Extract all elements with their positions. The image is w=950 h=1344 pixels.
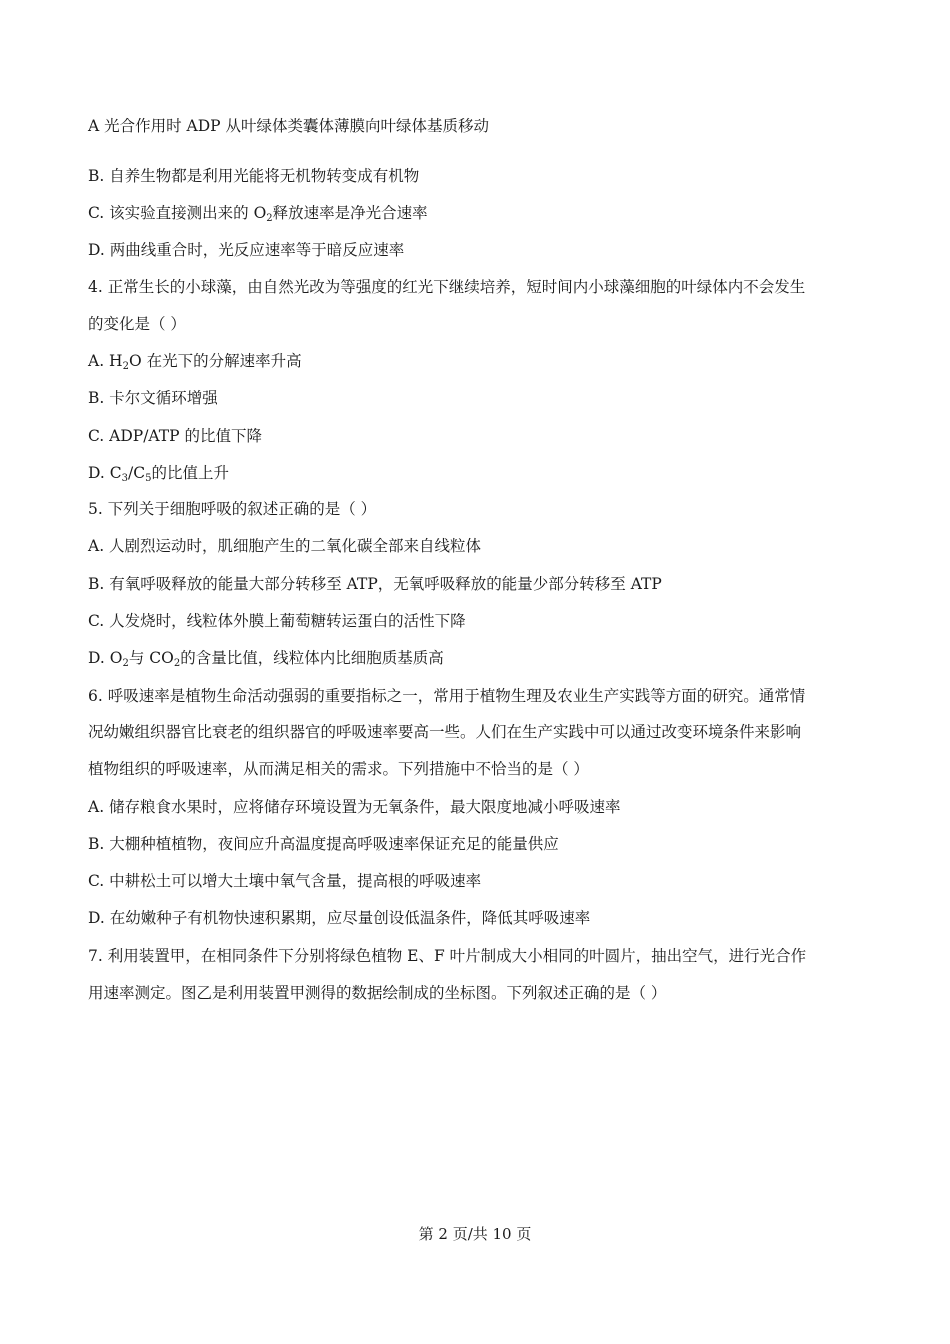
q4-stem-line-1: 4. 正常生长的小球藻，由自然光改为等强度的红光下继续培养，短时间内小球藻细胞的叶绿体内不会发生 <box>88 278 806 296</box>
q5-stem: 5. 下列关于细胞呼吸的叙述正确的是（ ） <box>88 500 377 518</box>
q6-stem-line-3: 植物组织的呼吸速率，从而满足相关的需求。下列措施中不恰当的是（ ） <box>88 760 589 778</box>
q6-option-a: A. 储存粮食水果时，应将储存环境设置为无氧条件，最大限度地减小呼吸速率 <box>88 798 621 816</box>
q6-option-d: D. 在幼嫩种子有机物快速积累期，应尽量创设低温条件，降低其呼吸速率 <box>88 909 591 927</box>
q5-option-d: D. $O_2$与 $CO_2$的含量比值，线粒体内比细胞质基质高 <box>88 649 444 669</box>
q5-option-c: C. 人发烧时，线粒体外膜上葡萄糖转运蛋白的活性下降 <box>88 612 466 630</box>
q5-option-a: A. 人剧烈运动时，肌细胞产生的二氧化碳全部来自线粒体 <box>88 537 482 555</box>
q4-option-d: D. $C_3/C_5$的比值上升 <box>88 464 229 484</box>
q3-option-b: B. 自养生物都是利用光能将无机物转变成有机物 <box>88 167 420 185</box>
q4-option-a: A. $H_2O$ 在光下的分解速率升高 <box>88 352 302 372</box>
q6-option-b: B. 大棚种植植物，夜间应升高温度提高呼吸速率保证充足的能量供应 <box>88 835 559 853</box>
q3-option-c: C. 该实验直接测出来的 $O_2$释放速率是净光合速率 <box>88 204 428 224</box>
q3-option-d: D. 两曲线重合时，光反应速率等于暗反应速率 <box>88 241 405 259</box>
q6-stem-line-1: 6. 呼吸速率是植物生命活动强弱的重要指标之一，常用于植物生理及农业生产实践等方面的研究。通常情 <box>88 687 806 705</box>
q5-option-b: B. 有氧呼吸释放的能量大部分转移至 ATP，无氧呼吸释放的能量少部分转移至 ATP <box>88 575 662 593</box>
q4-stem-line-2: 的变化是（ ） <box>88 315 186 333</box>
q7-stem-line-2: 用速率测定。图乙是利用装置甲测得的数据绘制成的坐标图。下列叙述正确的是（ ） <box>88 984 667 1002</box>
q7-stem-line-1: 7. 利用装置甲，在相同条件下分别将绿色植物 E、F 叶片制成大小相同的叶圆片，抽出空气，进行光合作 <box>88 947 807 965</box>
q3-option-a: A 光合作用时 ADP 从叶绿体类囊体薄膜向叶绿体基质移动 <box>88 117 490 135</box>
q4-option-c: C. ADP/ATP 的比值下降 <box>88 427 262 445</box>
q4-option-b: B. 卡尔文循环增强 <box>88 389 218 407</box>
page-number: 第 2 页/共 10 页 <box>418 1225 532 1243</box>
q6-stem-line-2: 况幼嫩组织器官比衰老的组织器官的呼吸速率要高一些。人们在生产实践中可以通过改变环境条件来影响 <box>88 723 802 741</box>
q6-option-c: C. 中耕松土可以增大土壤中氧气含量，提高根的呼吸速率 <box>88 872 482 890</box>
